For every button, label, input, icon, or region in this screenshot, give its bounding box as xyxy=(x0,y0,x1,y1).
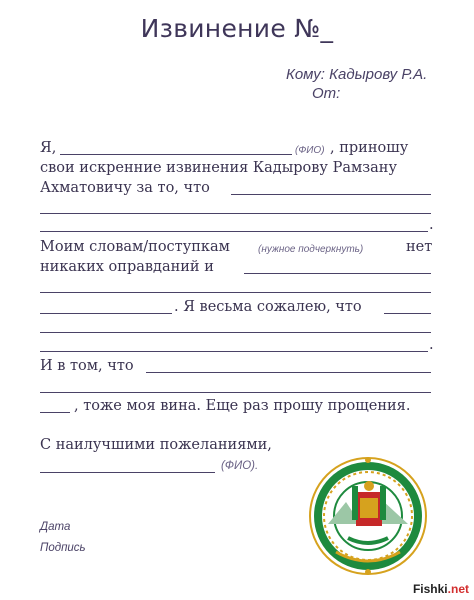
para1-line2: свои искренние извинения Кадырову Рамзану xyxy=(40,160,397,176)
para2-line2: никаких оправданий и xyxy=(40,259,214,275)
period-2: . xyxy=(429,337,434,353)
words-suffix: нет xyxy=(406,239,433,255)
reason-field-3[interactable] xyxy=(40,231,428,232)
signature-label: Подпись xyxy=(40,542,86,554)
watermark-tld: .net xyxy=(447,582,469,596)
after-fio-text: , приношу xyxy=(330,140,409,156)
also-text: И в том, что xyxy=(40,358,134,374)
date-label: Дата xyxy=(40,521,71,533)
fault-text: , тоже моя вина. Еще раз прошу прощения. xyxy=(74,398,411,414)
words-prefix: Моим словам/поступкам xyxy=(40,239,230,255)
also-field-2[interactable] xyxy=(40,392,431,393)
fio-hint-1: (ФИО) xyxy=(295,145,325,156)
chechen-republic-emblem-icon xyxy=(308,452,428,580)
excuse-field-3[interactable] xyxy=(40,313,172,314)
closing-fio-hint: (ФИО). xyxy=(221,460,259,472)
underline-hint: (нужное подчеркнуть) xyxy=(258,244,364,255)
to-line: Кому: Кадырову Р.А. xyxy=(286,66,428,83)
from-line: От: xyxy=(312,85,341,102)
excuse-field-2[interactable] xyxy=(40,292,431,293)
ya-text: Я, xyxy=(40,140,57,156)
document-title: Извинение №_ xyxy=(140,14,334,43)
excuse-field-1[interactable] xyxy=(244,273,431,274)
regret-field-1[interactable] xyxy=(384,313,431,314)
also-field-3[interactable] xyxy=(40,412,70,413)
regret-field-3[interactable] xyxy=(40,351,428,352)
period-1: . xyxy=(429,217,434,233)
reason-field-2[interactable] xyxy=(40,213,431,214)
watermark xyxy=(413,582,469,596)
reason-field-1[interactable] xyxy=(231,194,431,195)
watermark-brand: Fishki xyxy=(412,582,448,596)
also-field-1[interactable] xyxy=(146,372,431,373)
regret-text: . Я весьма сожалею, что xyxy=(174,299,362,315)
regret-field-2[interactable] xyxy=(40,332,431,333)
closing-text: С наилучшими пожеланиями, xyxy=(40,437,272,453)
fio-field-1[interactable] xyxy=(60,154,292,155)
para1-line3: Ахматовичу за то, что xyxy=(40,180,210,196)
closing-fio-field[interactable] xyxy=(40,472,215,473)
